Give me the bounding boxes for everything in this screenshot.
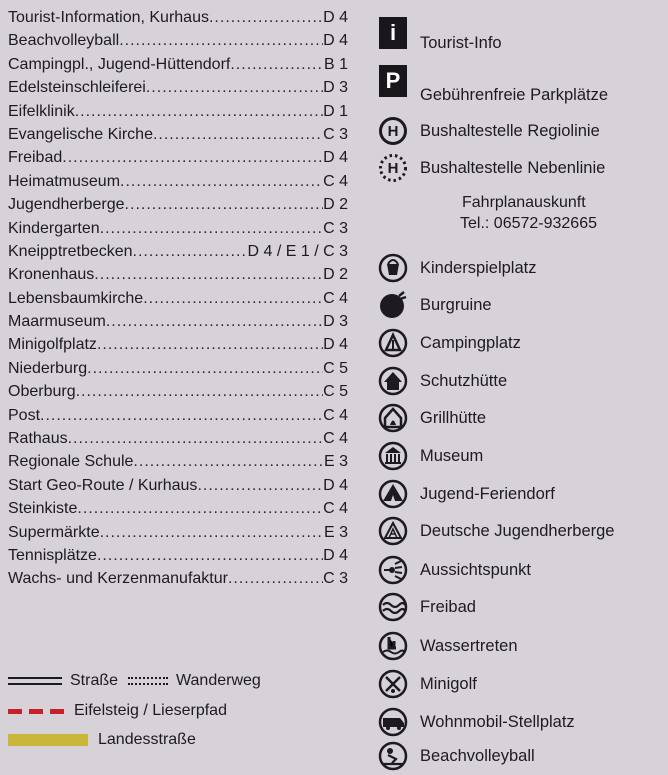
index-name: Kindergarten (8, 219, 100, 237)
index-name: Rathaus (8, 430, 68, 448)
grid-ref: C 5 (323, 383, 348, 401)
museum-icon (376, 439, 410, 473)
leader-dots (100, 217, 323, 240)
landesstrasse-swatch (8, 734, 88, 746)
index-row (8, 29, 348, 52)
trail-label: Wanderweg (176, 672, 261, 689)
poi-label: Wohnmobil-Stellplatz (420, 712, 575, 731)
leader-dots (119, 29, 323, 52)
poi-row (376, 629, 518, 663)
index-row (8, 427, 348, 450)
index-row (8, 497, 348, 520)
schedule-info (460, 192, 597, 234)
grid-ref: E 3 (323, 453, 348, 471)
road-trail-legend (8, 672, 261, 690)
grid-ref: C 3 (323, 570, 348, 588)
index-row (8, 53, 348, 76)
leader-dots (120, 170, 323, 193)
index-name: Start Geo-Route / Kurhaus (8, 476, 198, 494)
tourist-info-label: Tourist-Info (420, 34, 502, 52)
index-name: Campingpl., Jugend-Hüttendorf (8, 55, 231, 73)
index-name: Tourist-Information, Kurhaus (8, 9, 209, 26)
poi-row (376, 251, 536, 285)
leader-dots (40, 404, 323, 427)
grid-ref: D 4 (323, 9, 348, 26)
eifelsteig-swatch (8, 709, 64, 714)
poi-label: Museum (420, 446, 484, 465)
leader-dots (75, 100, 323, 123)
poi-row (376, 667, 477, 701)
grid-ref: D 4 / E 1 / C 3 (247, 242, 348, 260)
eifelsteig-legend (8, 702, 227, 720)
grid-ref: D 4 (323, 476, 348, 494)
leader-dots (62, 146, 323, 169)
index-row (8, 474, 348, 497)
poi-row (376, 439, 483, 473)
poi-label: Campingplatz (420, 333, 521, 352)
index-name: Heimatmuseum (8, 172, 121, 190)
poi-label: Grillhütte (420, 408, 487, 427)
grid-ref: C 5 (323, 359, 348, 377)
index-name: Supermärkte (8, 523, 100, 541)
index-row (8, 240, 348, 263)
poi-row (376, 553, 531, 587)
leader-dots (133, 450, 324, 473)
parking-legend (376, 56, 608, 105)
poi-row (376, 705, 575, 739)
index-row (8, 263, 348, 286)
index-row (8, 450, 348, 473)
poi-label: Minigolf (420, 674, 477, 693)
trail-swatch (128, 677, 168, 685)
viewpoint-icon (376, 553, 410, 587)
poi-label: Beachvolleyball (420, 746, 535, 765)
leader-dots (87, 357, 323, 380)
poi-row (376, 477, 555, 511)
tent-icon (376, 326, 410, 360)
leader-dots (146, 76, 323, 99)
leader-dots (76, 380, 324, 403)
grid-ref: D 4 (323, 336, 348, 354)
grid-ref: C 4 (323, 172, 348, 190)
grid-ref: B 1 (323, 55, 348, 73)
poi-label: Schutzhütte (420, 371, 508, 390)
grid-ref: C 4 (323, 500, 348, 518)
leader-dots (197, 474, 323, 497)
holiday-village-icon (376, 477, 410, 511)
info-glyph: i (379, 17, 407, 49)
schedule-heading: Fahrplanauskunft (462, 194, 586, 211)
grid-ref: D 2 (323, 196, 348, 214)
landesstrasse-legend (8, 731, 196, 749)
road-swatch (8, 677, 62, 685)
landesstrasse-label: Landesstraße (98, 731, 196, 748)
index-name: Beachvolleyball (8, 32, 120, 50)
shelter-hut-icon (376, 364, 410, 398)
grid-ref: C 4 (323, 430, 348, 448)
bus-stop-icon (376, 114, 410, 148)
camper-icon (376, 705, 410, 739)
leader-dots (77, 497, 323, 520)
index-row (8, 6, 348, 29)
poi-row (376, 364, 507, 398)
index-row (8, 217, 348, 240)
poi-label: Wassertreten (420, 636, 518, 655)
leader-dots (97, 333, 323, 356)
grid-ref: D 3 (323, 313, 348, 331)
water-treading-icon (376, 629, 410, 663)
leader-dots (153, 123, 323, 146)
index-row (8, 193, 348, 216)
grid-ref: C 3 (323, 125, 348, 143)
index-name: Maarmuseum (8, 313, 106, 331)
index-name: Oberburg (8, 383, 76, 401)
index-row (8, 123, 348, 146)
poi-label: Kinderspielplatz (420, 258, 537, 277)
leader-dots (106, 310, 323, 333)
poi-label: Jugend-Feriendorf (420, 484, 555, 503)
grid-ref: E 3 (323, 523, 348, 541)
index-name: Edelsteinschleiferei (8, 79, 146, 97)
poi-row (376, 739, 535, 773)
index-name: Jugendherberge (8, 196, 125, 214)
leader-dots (125, 193, 324, 216)
poi-label: Deutsche Jugendherberge (420, 521, 615, 540)
bus-main-legend (376, 114, 600, 148)
index-name: Niederburg (8, 359, 88, 377)
bus-main-glyph: H (387, 122, 399, 140)
leader-dots (100, 521, 324, 544)
grid-ref: C 3 (323, 219, 348, 237)
index-row (8, 380, 348, 403)
poi-label: Burgruine (420, 295, 492, 314)
index-name: Minigolfplatz (8, 336, 97, 354)
leader-dots (97, 544, 323, 567)
index-row (8, 357, 348, 380)
index-row (8, 333, 348, 356)
place-index (8, 6, 348, 591)
bus-main-label: Bushaltestelle Regiolinie (420, 121, 600, 140)
grid-ref: C 4 (323, 406, 348, 424)
parking-label: Gebührenfreie Parkplätze (420, 86, 609, 104)
index-name: Lebensbaumkirche (8, 289, 144, 307)
index-name: Post (8, 406, 41, 424)
index-row (8, 521, 348, 544)
index-row (8, 146, 348, 169)
leader-dots (143, 287, 323, 310)
bus-side-glyph: H (387, 159, 399, 177)
youth-hostel-icon (376, 514, 410, 548)
grid-ref: D 2 (323, 266, 348, 284)
leader-dots (209, 6, 323, 29)
swimming-icon (376, 590, 410, 624)
index-row (8, 76, 348, 99)
parking-glyph: P (379, 65, 407, 97)
index-name: Evangelische Kirche (8, 125, 153, 143)
index-row (8, 170, 348, 193)
index-row (8, 310, 348, 333)
index-name: Wachs- und Kerzenmanufaktur (8, 570, 228, 588)
index-row (8, 544, 348, 567)
index-name: Eifelklinik (8, 102, 75, 120)
poi-row (376, 288, 492, 322)
beachvolleyball-icon (376, 739, 410, 773)
index-row (8, 287, 348, 310)
leader-dots (94, 263, 323, 286)
road-label: Straße (70, 672, 119, 689)
poi-label: Freibad (420, 597, 476, 616)
poi-row (376, 326, 521, 360)
eifelsteig-label: Eifelsteig / Lieserpfad (74, 702, 227, 719)
grid-ref: D 4 (323, 149, 348, 167)
grill-hut-icon (376, 401, 410, 435)
minigolf-icon (376, 667, 410, 701)
leader-dots (68, 427, 324, 450)
index-name: Freibad (8, 149, 63, 167)
info-icon (376, 16, 410, 50)
grid-ref: D 4 (323, 546, 348, 564)
grid-ref: D 4 (323, 32, 348, 50)
grid-ref: C 4 (323, 289, 348, 307)
index-name: Steinkiste (8, 500, 78, 518)
index-name: Kronenhaus (8, 266, 95, 284)
poi-row (376, 514, 614, 548)
poi-row (376, 401, 486, 435)
index-name: Tennisplätze (8, 546, 97, 564)
leader-dots (228, 567, 323, 590)
bus-side-legend (376, 151, 605, 185)
index-name: Kneipptretbecken (8, 242, 133, 260)
index-row (8, 100, 348, 123)
bucket-icon (376, 251, 410, 285)
leader-dots (230, 53, 324, 76)
schedule-phone: Tel.: 06572-932665 (460, 215, 597, 232)
index-name: Regionale Schule (8, 453, 134, 471)
tourist-info-legend (376, 12, 502, 53)
parking-icon (376, 64, 410, 98)
grid-ref: D 1 (323, 102, 348, 120)
index-row (8, 567, 348, 590)
index-row (8, 404, 348, 427)
bus-stop-dotted-icon (376, 151, 410, 185)
poi-row (376, 590, 476, 624)
grid-ref: D 3 (323, 79, 348, 97)
poi-label: Aussichtspunkt (420, 560, 531, 579)
castle-ruin-icon (376, 288, 410, 322)
leader-dots (133, 240, 248, 263)
bus-side-label: Bushaltestelle Nebenlinie (420, 158, 606, 177)
